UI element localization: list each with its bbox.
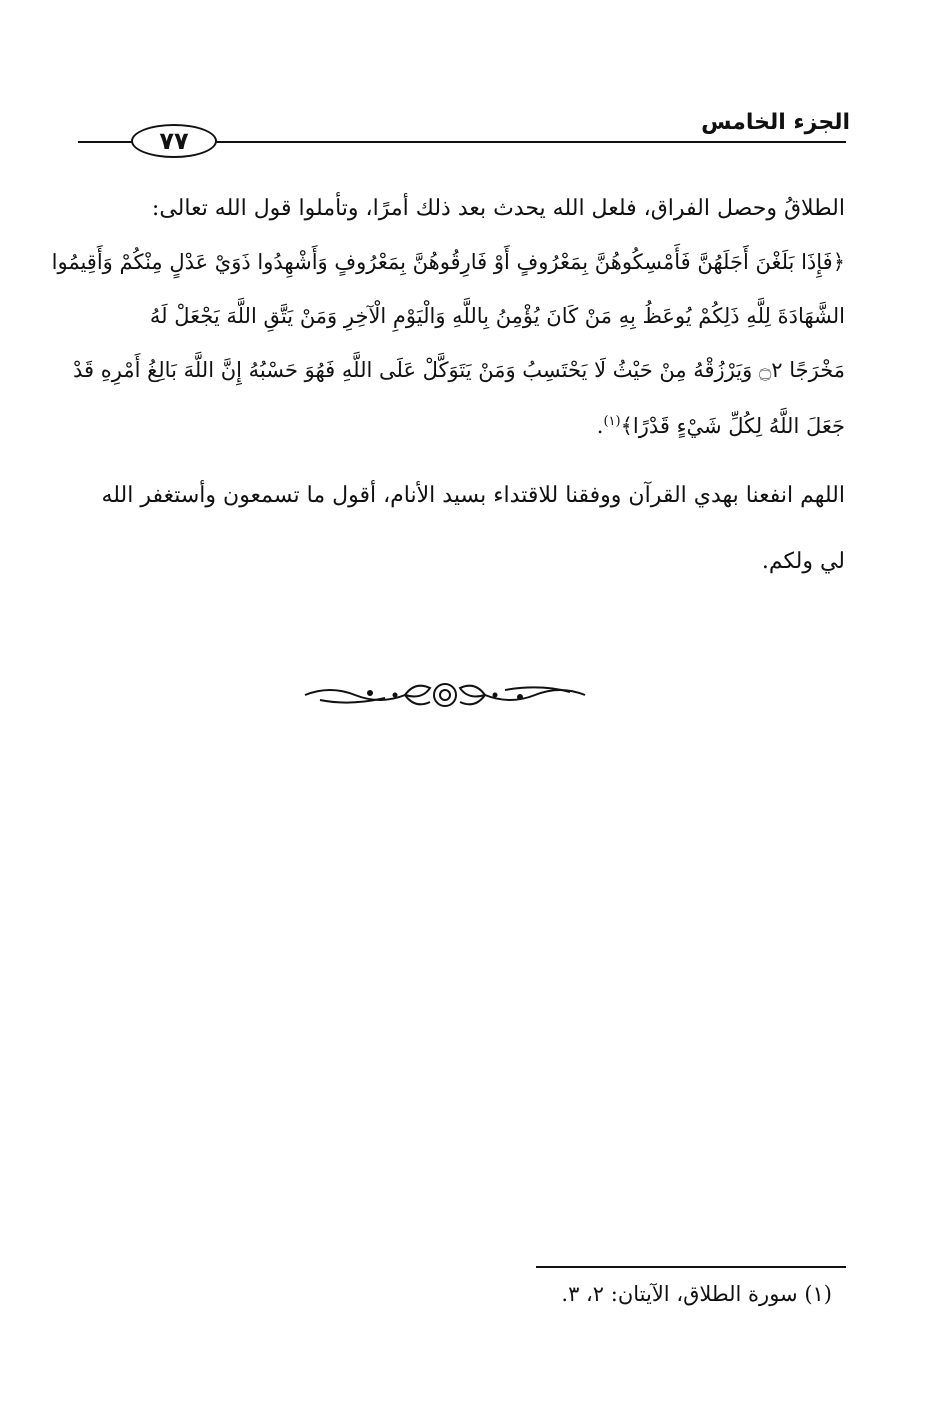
floral-divider-icon (300, 676, 590, 714)
footnote-rule (536, 1266, 846, 1268)
body-line-3: الشَّهَادَةَ لِلَّهِ ذَلِكُمْ يُوعَظُ بِهِ مَنْ كَانَ يُؤْمِنُ بِاللَّهِ وَالْيَوْمِ الْآخِرِ وَمَنْ يَتَّقِ اللَّهَ يَجْعَلْ لَهُ (149, 304, 845, 328)
page-header (0, 0, 950, 170)
body-line-1: الطلاقُ وحصل الفراق، فلعل الله يحدث بعد ذلك أمرًا، وتأملوا قول الله تعالى: (151, 196, 845, 221)
body-line-2: ﴿فَإِذَا بَلَغْنَ أَجَلَهُنَّ فَأَمْسِكُوهُنَّ بِمَعْرُوفٍ أَوْ فَارِقُوهُنَّ بِمَعْرُوفٍ وَأَشْهِدُوا ذَوَيْ عَدْلٍ مِنْكُمْ وَأَقِيمُوا (51, 250, 845, 274)
footnote-ref: (١) (603, 414, 621, 429)
body-line-5 (597, 414, 845, 438)
footnote: (١) سورة الطلاق، الآيتان: ٢، ٣. (561, 1282, 832, 1306)
body-line-4: مَخْرَجًا ۝٢ وَيَرْزُقْهُ مِنْ حَيْثُ لَا يَحْتَسِبُ وَمَنْ يَتَوَكَّلْ عَلَى اللَّهِ فَهُوَ حَسْبُهُ إِنَّ اللَّهَ بَالِغُ أَمْرِهِ قَدْ (73, 358, 845, 382)
part-title: الجزء الخامس (701, 110, 850, 135)
body-line-7: لي ولكم. (761, 549, 845, 574)
body-line-6: اللهم انفعنا بهدي القرآن ووفقنا للاقتداء بسيد الأنام، أقول ما تسمعون وأستغفر الله (101, 483, 845, 508)
verse-end: جَعَلَ اللَّهُ لِكُلِّ شَيْءٍ قَدْرًا﴾ (620, 414, 845, 438)
period: . (596, 414, 604, 438)
page-number-badge: ٧٧ (131, 124, 217, 158)
